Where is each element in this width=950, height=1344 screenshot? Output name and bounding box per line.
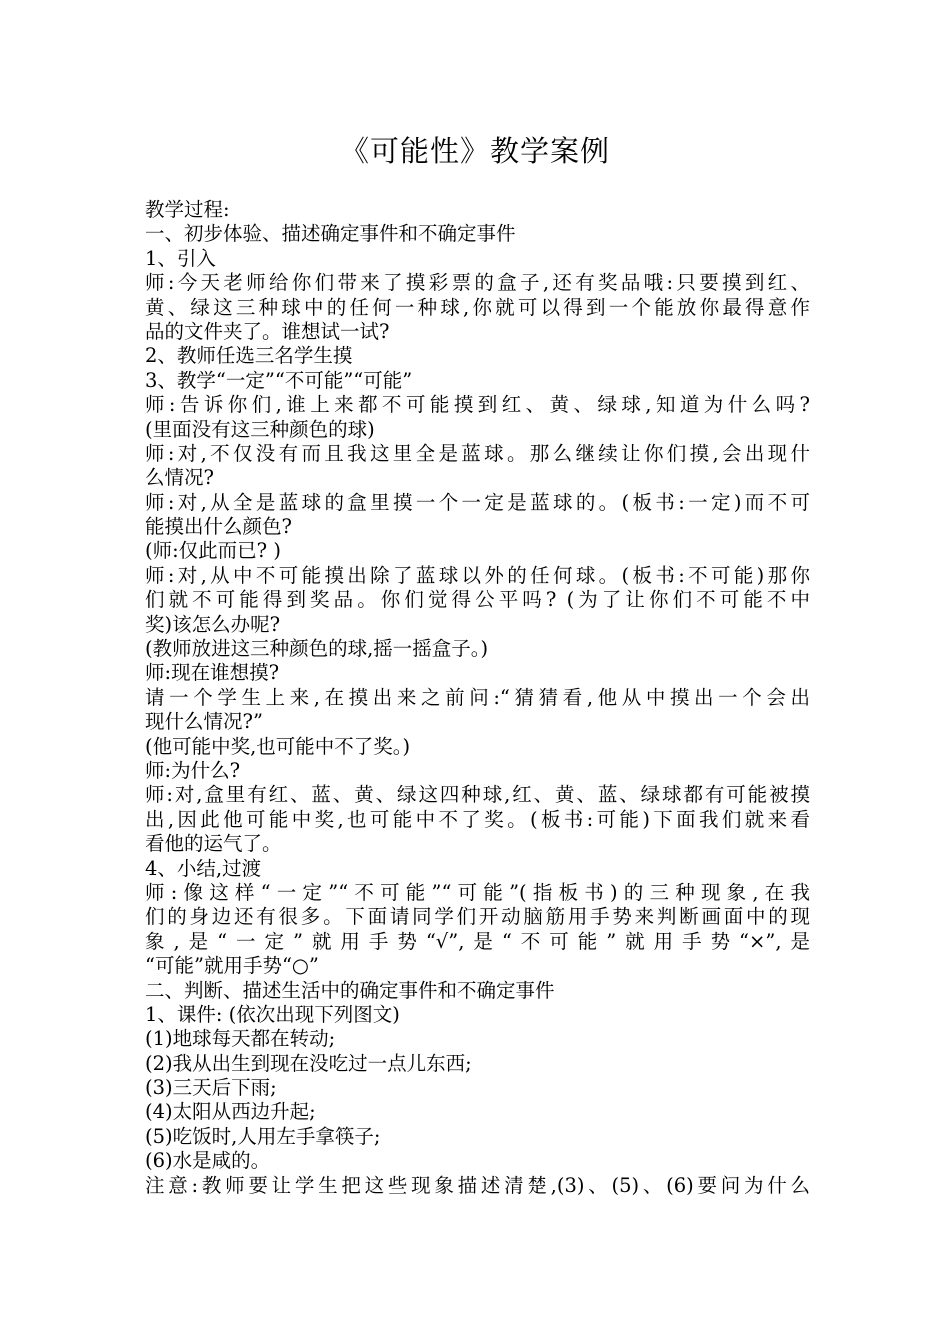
body-line: 们就不可能得到奖品。你们觉得公平吗? (为了让你们不可能不中: [145, 588, 810, 612]
body-line: 象,是“一定”就用手势“√”,是“不可能”就用手势“×”,是: [145, 929, 810, 953]
body-line: 师:告诉你们,谁上来都不可能摸到红、黄、绿球,知道为什么吗?: [145, 393, 810, 417]
list-item: (2)我从出生到现在没吃过一点儿东西;: [145, 1051, 472, 1075]
body-line: 现什么情况?”: [145, 710, 263, 734]
body-line: 师:现在谁想摸?: [145, 661, 280, 685]
body-line: (里面没有这三种颜色的球): [145, 417, 375, 441]
body-line: 师:为什么?: [145, 758, 241, 782]
body-line: 能摸出什么颜色?: [145, 515, 292, 539]
subsection-heading: 1、课件: (依次出现下列图文): [145, 1002, 400, 1026]
body-line: “可能”就用手势“○”: [145, 954, 319, 978]
document-body: [145, 198, 810, 1198]
body-line: 师:对,不仅没有而且我这里全是蓝球。那么继续让你们摸,会出现什: [145, 441, 810, 465]
list-item: (5)吃饭时,人用左手拿筷子;: [145, 1124, 381, 1148]
body-line: 师:今天老师给你们带来了摸彩票的盒子,还有奖品哦:只要摸到红、: [145, 271, 810, 295]
body-line: 们的身边还有很多。下面请同学们开动脑筋用手势来判断画面中的现: [145, 905, 810, 929]
body-line: (师:仅此而已? ): [145, 539, 281, 563]
body-line: 师:对,从全是蓝球的盒里摸一个一定是蓝球的。(板书:一定)而不可: [145, 490, 810, 514]
subsection-heading: 4、小结,过渡: [145, 856, 262, 880]
section-heading: 一、初步体验、描述确定事件和不确定事件: [145, 222, 516, 246]
body-line: 出,因此他可能中奖,也可能中不了奖。(板书:可能)下面我们就来看: [145, 807, 810, 831]
body-line: 品的文件夹了。谁想试一试?: [145, 319, 390, 343]
body-line: 奖)该怎么办呢?: [145, 612, 281, 636]
body-line: 师:对,盒里有红、蓝、黄、绿这四种球,红、黄、蓝、绿球都有可能被摸: [145, 783, 810, 807]
body-line: 师:对,从中不可能摸出除了蓝球以外的任何球。(板书:不可能)那你: [145, 563, 810, 587]
list-item: (1)地球每天都在转动;: [145, 1027, 336, 1051]
document-title: 《可能性》教学案例: [339, 134, 610, 168]
body-line: 看他的运气了。: [145, 832, 282, 856]
body-line: 教学过程:: [145, 198, 230, 221]
list-item: (4)太阳从西边升起;: [145, 1100, 316, 1124]
list-item: (6)水是咸的。: [145, 1149, 271, 1173]
subsection-heading: 1、引入: [145, 246, 216, 270]
subsection-heading: 2、教师任选三名学生摸: [145, 344, 353, 368]
body-line: 黄、绿这三种球中的任何一种球,你就可以得到一个能放你最得意作: [145, 295, 810, 319]
section-heading: 二、判断、描述生活中的确定事件和不确定事件: [145, 978, 555, 1002]
body-line: 师:像这样“一定”“不可能”“可能”(指板书)的三种现象,在我: [145, 880, 810, 904]
body-line: 请一个学生上来,在摸出来之前问:“猜猜看,他从中摸出一个会出: [145, 685, 810, 709]
body-line: 注意:教师要让学生把这些现象描述清楚,(3)、(5)、(6)要问为什么: [145, 1173, 810, 1197]
body-line: (教师放进这三种颜色的球,摇一摇盒子。): [145, 637, 489, 661]
body-line: 么情况?: [145, 466, 214, 490]
list-item: (3)三天后下雨;: [145, 1076, 277, 1100]
body-line: (他可能中奖,也可能中不了奖。): [145, 734, 411, 758]
subsection-heading: 3、教学“一定”“不可能”“可能”: [145, 368, 413, 392]
